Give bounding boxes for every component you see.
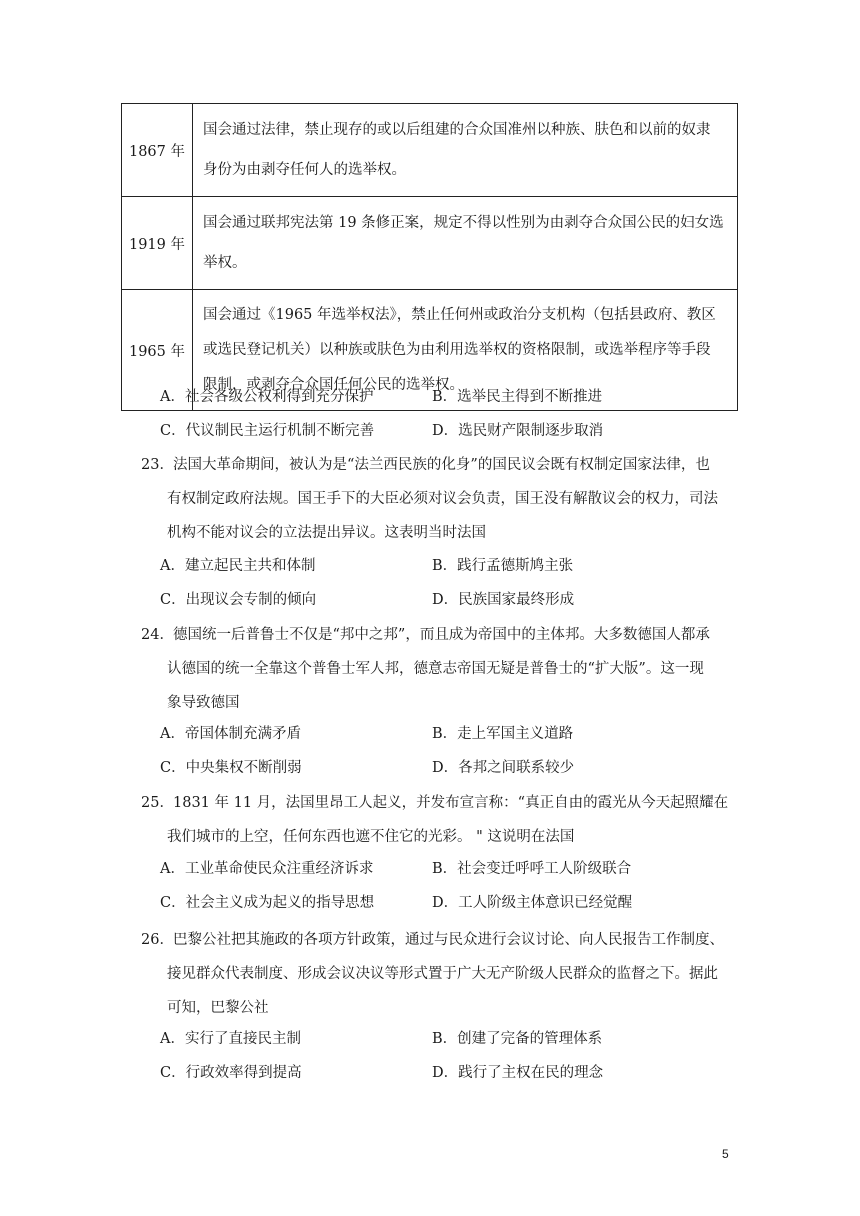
question-25	[141, 786, 741, 854]
question-23	[141, 448, 741, 550]
question-number: 23．	[141, 457, 174, 473]
option-c[interactable]: C．行政效率得到提高	[160, 1065, 302, 1081]
description-line: 限制，或剥夺合众国任何公民的选举权。	[203, 376, 464, 393]
question-text-line: 有权制定政府法规。国王手下的大臣必须对议会负责，国王没有解散议会的权力，司法	[167, 491, 718, 507]
option-c[interactable]: C．中央集权不断削弱	[160, 760, 302, 776]
option-d[interactable]: D．工人阶级主体意识已经觉醒	[432, 895, 633, 911]
voting-rights-table	[121, 103, 738, 411]
question-text-line: 机构不能对议会的立法提出异议。这表明当时法国	[167, 525, 486, 541]
option-a[interactable]: A．建立起民主共和体制	[160, 558, 316, 574]
year-cell: 1867 年	[122, 104, 193, 197]
question-text-line: 接见群众代表制度、形成会议决议等形式置于广大无产阶级人民群众的监督之下。据此	[167, 966, 718, 982]
option-d[interactable]: D．践行了主权在民的理念	[432, 1065, 604, 1081]
option-b[interactable]: B．创建了完备的管理体系	[432, 1031, 603, 1047]
option-c[interactable]: C．社会主义成为起义的指导思想	[160, 895, 375, 911]
option-c[interactable]: C．出现议会专制的倾向	[160, 592, 317, 608]
question-number: 25．	[141, 795, 174, 811]
question-26	[141, 923, 741, 1025]
option-d[interactable]: D．民族国家最终形成	[432, 592, 575, 608]
question-text-line: 认德国的统一全靠这个普鲁士军人邦，德意志帝国无疑是普鲁士的“扩大版”。这一现	[167, 661, 704, 677]
question-text-line: 可知，巴黎公社	[167, 1000, 269, 1016]
question-text-line: 象导致德国	[167, 695, 240, 711]
description-line: 国会通过法律，禁止现存的或以后组建的合众国准州以种族、肤色和以前的奴隶	[203, 122, 711, 138]
option-b[interactable]: B．走上军国主义道路	[432, 726, 574, 742]
option-a[interactable]: A．实行了直接民主制	[160, 1031, 301, 1047]
option-c[interactable]: C．代议制民主运行机制不断完善	[160, 423, 375, 439]
option-d[interactable]: D．选民财产限制逐步取消	[432, 423, 604, 439]
table-row	[122, 197, 738, 290]
option-d[interactable]: D．各邦之间联系较少	[432, 760, 575, 776]
table-row	[122, 104, 738, 197]
description-cell	[193, 104, 738, 197]
description-line: 国会通过《1965 年选举权法》，禁止任何州或政治分支机构（包括县政府、教区	[203, 306, 716, 323]
question-24	[141, 618, 741, 720]
question-text-line: 我们城市的上空，任何东西也遮不住它的光彩。 " 这说明在法国	[167, 829, 575, 845]
option-a[interactable]: A．社会各级公权利得到充分保护	[160, 389, 374, 405]
description-cell	[193, 197, 738, 290]
description-line: 国会通过联邦宪法第 19 条修正案，规定不得以性别为由剥夺合众国公民的妇女选	[203, 215, 724, 231]
page-number: 5	[722, 1147, 729, 1161]
option-a[interactable]: A．帝国体制充满矛盾	[160, 726, 301, 742]
description-line: 身份为由剥夺任何人的选举权。	[203, 162, 406, 178]
year-cell: 1965 年	[122, 290, 193, 411]
option-b[interactable]: B．践行孟德斯鸠主张	[432, 558, 574, 574]
question-text-line: 德国统一后普鲁士不仅是“邦中之邦”，而且成为帝国中的主体邦。大多数德国人都承	[173, 627, 710, 643]
year-cell: 1919 年	[122, 197, 193, 290]
option-a[interactable]: A．工业革命使民众注重经济诉求	[160, 861, 374, 877]
question-text-line: 法国大革命期间，被认为是“法兰西民族的化身”的国民议会既有权制定国家法律，也	[173, 457, 710, 473]
question-text-line: 1831 年 11 月，法国里昂工人起义，并发布宣言称：“真正自由的霞光从今天起照耀在	[173, 795, 729, 811]
question-number: 26．	[141, 932, 174, 948]
option-b[interactable]: B．选举民主得到不断推进	[432, 389, 603, 405]
description-line: 或选民登记机关）以种族或肤色为由利用选举权的资格限制，或选举程序等手段	[203, 341, 711, 358]
description-line: 举权。	[203, 255, 247, 271]
question-text-line: 巴黎公社把其施政的各项方针政策，通过与民众进行会议讨论、向人民报告工作制度、	[173, 932, 724, 948]
option-b[interactable]: B．社会变迁呼呼工人阶级联合	[432, 861, 632, 877]
question-number: 24．	[141, 627, 174, 643]
